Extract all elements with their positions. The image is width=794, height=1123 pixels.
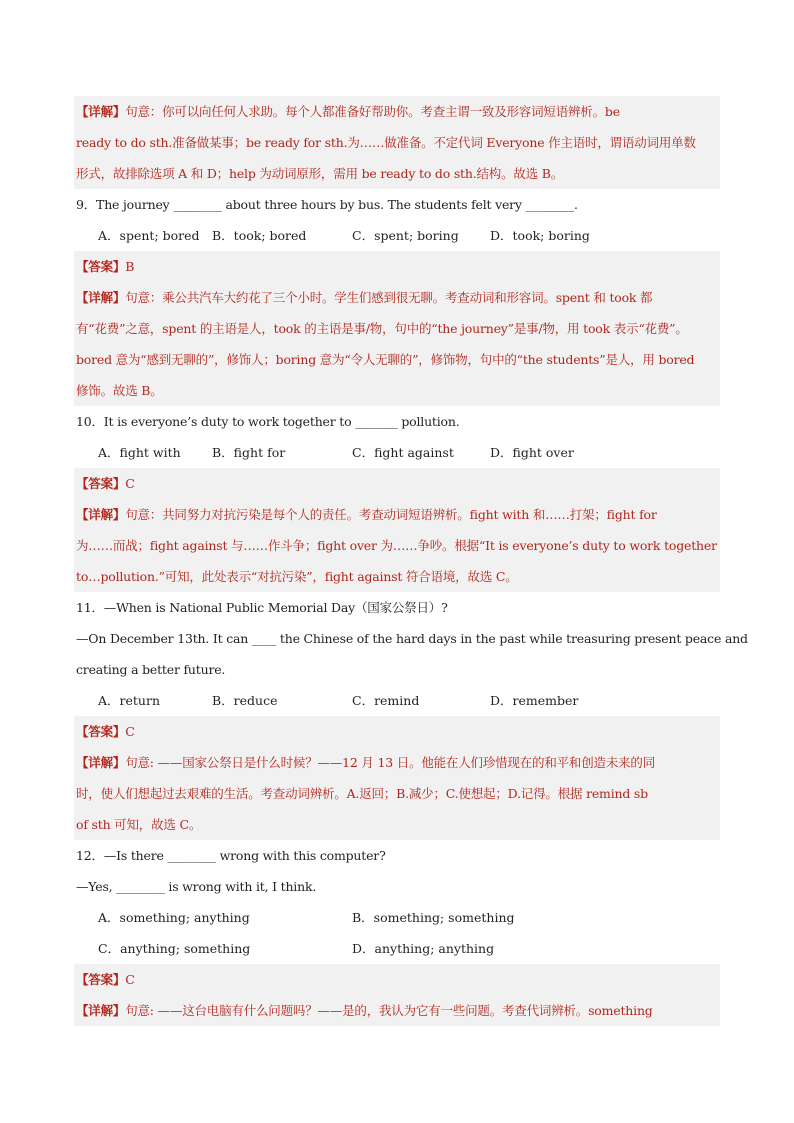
option-choice: B．took; bored	[212, 228, 307, 243]
document-page	[74, 96, 748, 1026]
question-stem	[74, 840, 720, 902]
explanation-line: 【详解】句意: ——国家公祭日是什么时候？——12 月 13 日。他能在人们珍惜现在的和平和创造未来的同	[76, 755, 656, 770]
question-line: —Yes, ________ is wrong with it, I think.	[76, 879, 317, 894]
options-row	[74, 902, 720, 933]
explanation-line: 【答案】C	[76, 972, 135, 987]
option-choice: D．fight over	[490, 445, 574, 460]
explanation-line: 有“花费”之意，spent 的主语是人，took 的主语是事/物，句中的“the journey”是事/物，用 took 表示“花费”。	[76, 321, 688, 336]
option-choice: D．anything; anything	[352, 941, 495, 956]
answer-explanation-block	[74, 716, 720, 840]
question-line: 10．It is everyone’s duty to work together to _______ pollution.	[76, 414, 460, 429]
explanation-line: 【详解】句意：共同努力对抗污染是每个人的责任。考查动词短语辨析。fight with 和……打架；fight for	[76, 507, 657, 522]
question-stem	[74, 592, 748, 685]
option-choice: C．remind	[352, 693, 420, 708]
option-choice: C．anything; something	[98, 941, 251, 956]
options-row	[74, 437, 720, 468]
question-line: 9．The journey ________ about three hours by bus. The students felt very ________.	[76, 197, 578, 212]
question-line: —On December 13th. It can ____ the Chinese of the hard days in the past while treasuring present peace and	[76, 631, 748, 646]
explanation-line: 【详解】句意：乘公共汽车大约花了三个小时。学生们感到很无聊。考查动词和形容词。spent 和 took 都	[76, 290, 653, 305]
explanation-line: of sth 可知，故选 C。	[76, 817, 202, 832]
option-choice: C．spent; boring	[352, 228, 459, 243]
option-choice: A．return	[98, 693, 160, 708]
explanation-line: 【详解】句意：你可以向任何人求助。每个人都准备好帮助你。考查主谓一致及形容词短语辨析。be	[76, 104, 620, 119]
options-row	[74, 933, 720, 964]
explanation-line: 形式，故排除选项 A 和 D；help 为动词原形，需用 be ready to do sth.结构。故选 B。	[76, 166, 564, 181]
answer-explanation-block	[74, 96, 720, 189]
explanation-line: ready to do sth.准备做某事；be ready for sth.为……做准备。不定代词 Everyone 作主语时，谓语动词用单数	[76, 135, 696, 150]
options-row	[74, 220, 720, 251]
option-choice: B．reduce	[212, 693, 278, 708]
option-choice: A．fight with	[98, 445, 181, 460]
option-choice: B．fight for	[212, 445, 286, 460]
explanation-line: 修饰。故选 B。	[76, 383, 163, 398]
explanation-line: 【答案】C	[76, 724, 135, 739]
explanation-line: to…pollution.”可知，此处表示“对抗污染”，fight against 符合语境，故选 C。	[76, 569, 518, 584]
question-line: 12．—Is there ________ wrong with this computer?	[76, 848, 386, 863]
option-choice: B．something; something	[352, 910, 515, 925]
answer-explanation-block	[74, 251, 720, 406]
explanation-line: 【详解】句意: ——这台电脑有什么问题吗？——是的，我认为它有一些问题。考查代词辨析。something	[76, 1003, 653, 1018]
option-choice: A．something; anything	[98, 910, 250, 925]
answer-explanation-block	[74, 964, 720, 1026]
question-line: creating a better future.	[76, 662, 226, 677]
explanation-line: 时，使人们想起过去艰难的生活。考查动词辨析。A.返回；B.减少；C.使想起；D.记得。根据 remind sb	[76, 786, 648, 801]
explanation-line: 【答案】C	[76, 476, 135, 491]
question-stem	[74, 406, 720, 437]
question-line: 11．—When is National Public Memorial Day（国家公祭日）?	[76, 600, 448, 615]
options-row	[74, 685, 720, 716]
option-choice: D．took; boring	[490, 228, 590, 243]
explanation-line: 【答案】B	[76, 259, 135, 274]
explanation-line: 为……而战；fight against 与……作斗争；fight over 为……争吵。根据“It is everyone’s duty to work together	[76, 538, 717, 553]
explanation-line: bored 意为“感到无聊的”，修饰人；boring 意为“令人无聊的”，修饰物，句中的“the students”是人，用 bored	[76, 352, 695, 367]
option-choice: D．remember	[490, 693, 579, 708]
option-choice: A．spent; bored	[98, 228, 200, 243]
answer-explanation-block	[74, 468, 720, 592]
question-stem	[74, 189, 720, 220]
option-choice: C．fight against	[352, 445, 454, 460]
